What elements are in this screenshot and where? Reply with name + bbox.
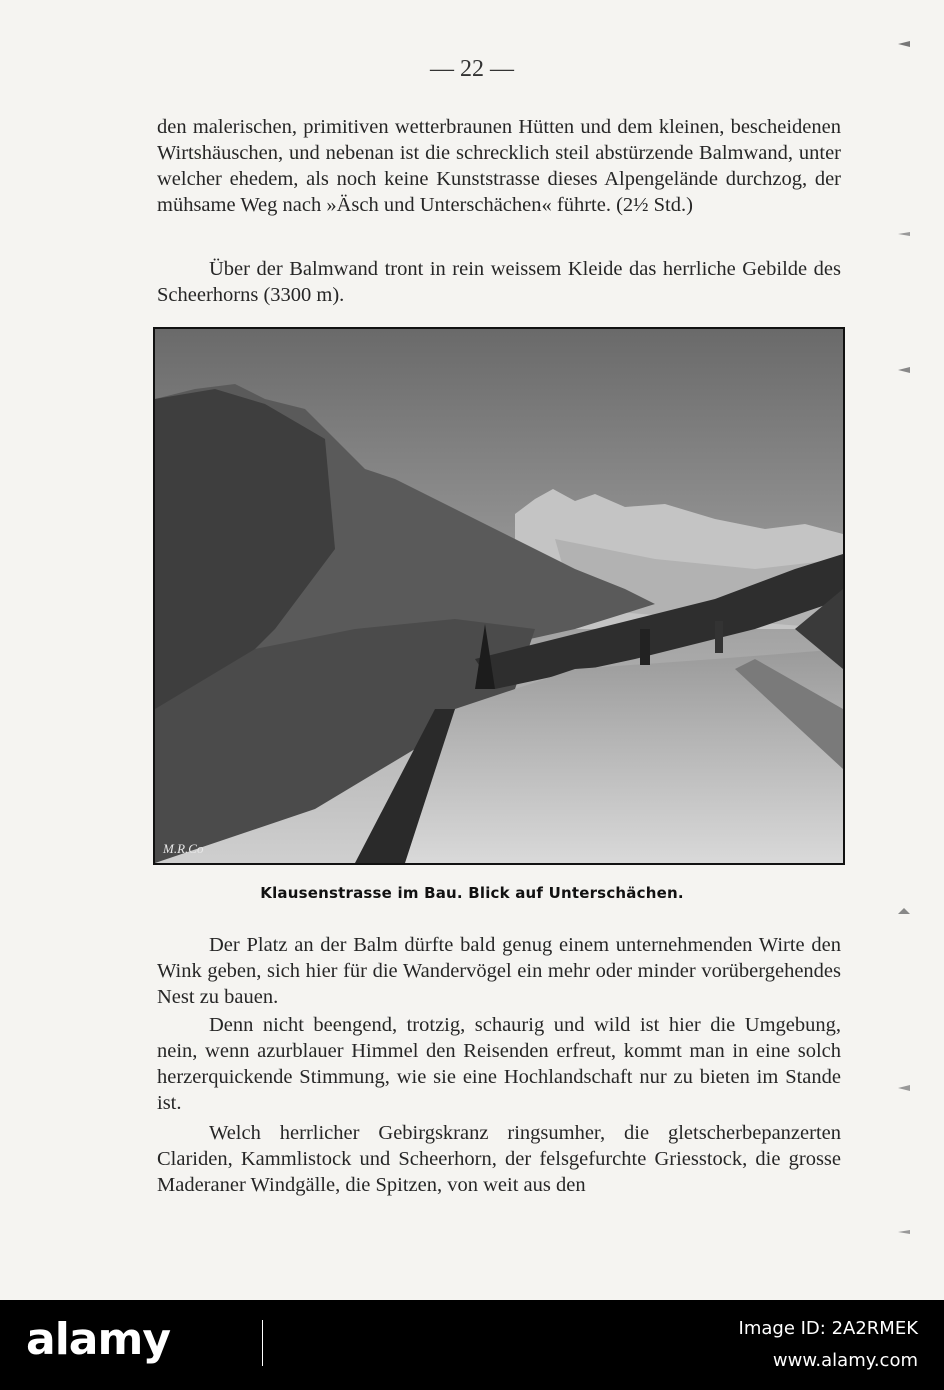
- image-id: Image ID: 2A2RMEK: [738, 1318, 918, 1339]
- photo-caption: Klausenstrasse im Bau. Blick auf Unterschächen.: [260, 884, 684, 902]
- edge-mark-icon: [898, 40, 910, 48]
- paragraph: den malerischen, primitiven wetterbraunen Hütten und dem kleinen, bescheidenen Wirtshäuschen, und nebenan ist die schrecklich steil abstürzende Balmwand, unter welcher ehedem, als noch keine Kunststrasse dieses Alpengelände durchzog, der mühsame Weg nach »Äsch und Unterschächen« führte. (2½ Std.): [157, 116, 841, 216]
- page-number: — 22 —: [430, 56, 514, 82]
- paragraph: Der Platz an der Balm dürfte bald genug einem unternehmenden Wirte den Wink geben, sich hier für die Wandervögel ein mehr oder minder vorübergehendes Nest zu bauen.: [157, 934, 841, 1008]
- watermark-footer: [0, 1300, 944, 1390]
- landscape-photograph: [153, 327, 845, 865]
- edge-mark-icon: [898, 908, 910, 916]
- edge-mark-icon: [898, 366, 910, 374]
- brand-logo: alamy: [26, 1314, 170, 1365]
- paragraph: Über der Balmwand tront in rein weissem Kleide das herrliche Gebilde des Scheerhorns (3300 m).: [157, 258, 841, 306]
- edge-mark-icon: [898, 1084, 910, 1092]
- edge-mark-icon: [898, 230, 910, 238]
- divider: [262, 1320, 263, 1366]
- photo-signature: M.R.Co: [163, 841, 204, 856]
- edge-mark-icon: [898, 1228, 910, 1236]
- site-url: www.alamy.com: [772, 1350, 918, 1371]
- paragraph: Welch herrlicher Gebirgskranz ringsumher, die gletscherbepanzerten Clariden, Kammlistock und Scheerhorn, der felsgefurchte Griesstock, die grosse Maderaner Windgälle, die Spitzen, von weit aus den: [157, 1122, 841, 1196]
- paragraph: Denn nicht beengend, trotzig, schaurig und wild ist hier die Umgebung, nein, wenn azurblauer Himmel den Reisenden erfreut, kommt man in eine solch herzerquickende Stimmung, wie sie eine Hochlandschaft nur zu bieten im Stande ist.: [157, 1014, 841, 1114]
- mountain-road-illustration: [155, 329, 843, 863]
